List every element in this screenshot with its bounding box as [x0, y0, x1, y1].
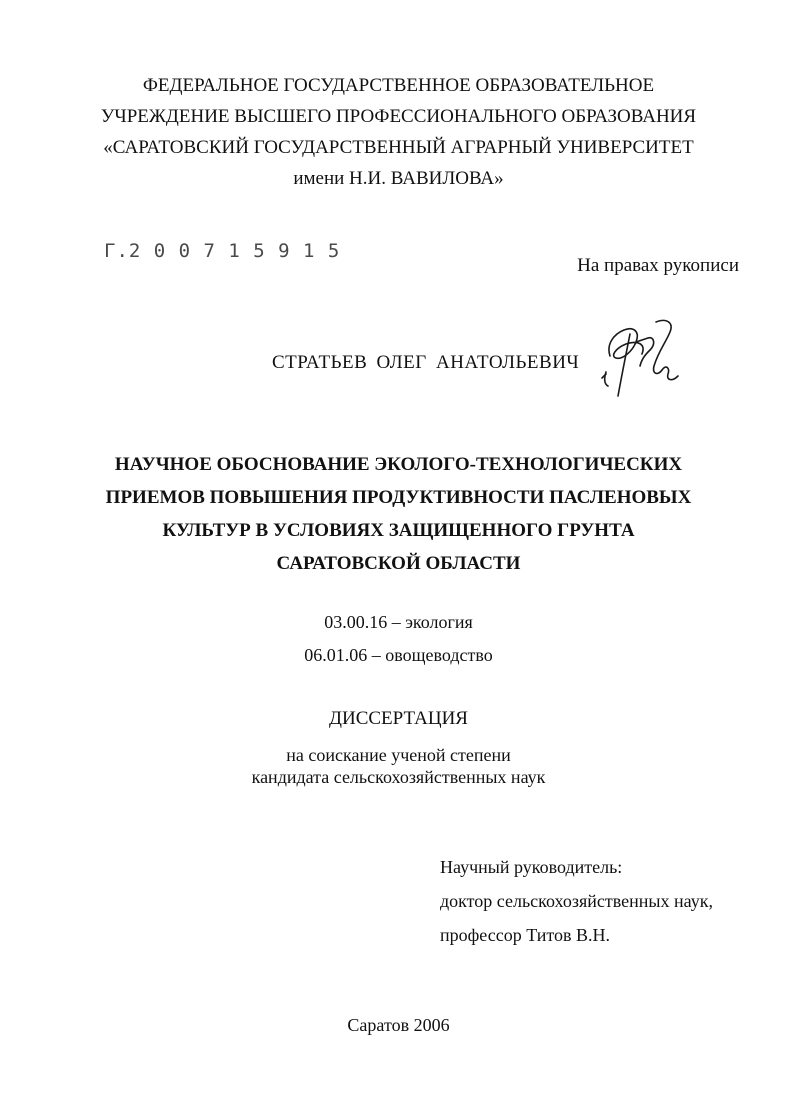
header-line: УЧРЕЖДЕНИЕ ВЫСШЕГО ПРОФЕССИОНАЛЬНОГО ОБРАЗОВАНИЯ: [100, 106, 697, 127]
dissertation-title: [0, 448, 797, 580]
header-line: ФЕДЕРАЛЬНОЕ ГОСУДАРСТВЕННОЕ ОБРАЗОВАТЕЛЬНОЕ: [142, 75, 655, 96]
title-line: КУЛЬТУР В УСЛОВИЯХ ЗАЩИЩЕННОГО ГРУНТА: [162, 520, 635, 541]
title-line: НАУЧНОЕ ОБОСНОВАНИЕ ЭКОЛОГО-ТЕХНОЛОГИЧЕСКИХ: [114, 454, 683, 475]
title-line: САРАТОВСКОЙ ОБЛАСТИ: [276, 553, 521, 574]
advisor-line: Научный руководитель:: [440, 857, 623, 877]
archive-stamp-number: Г.2 0 0 7 1 5 9 1 5: [104, 240, 341, 262]
dissertation-label: ДИССЕРТАЦИЯ: [329, 708, 468, 729]
degree-line: кандидата сельскохозяйственных наук: [251, 767, 546, 787]
degree-line: на соискание ученой степени: [286, 745, 511, 765]
institution-header: [0, 70, 797, 194]
scientific-advisor: [440, 850, 713, 952]
manuscript-rights-note: На правах рукописи: [577, 255, 739, 276]
specialty-code-ecology: 03.00.16 – экология: [324, 612, 473, 632]
advisor-line: профессор Титов В.Н.: [440, 925, 611, 945]
signature-image: [596, 314, 692, 406]
advisor-line: доктор сельскохозяйственных наук,: [440, 891, 713, 911]
degree-description: [0, 744, 797, 788]
header-line: «САРАТОВСКИЙ ГОСУДАРСТВЕННЫЙ АГРАРНЫЙ УНИВЕРСИТЕТ: [103, 137, 694, 158]
specialty-code-vegetable-growing: 06.01.06 – овощеводство: [304, 645, 493, 665]
author-name: СТРАТЬЕВ ОЛЕГ АНАТОЛЬЕВИЧ: [272, 352, 580, 373]
city-year: Саратов 2006: [347, 1015, 450, 1035]
header-line: имени Н.И. ВАВИЛОВА»: [293, 168, 504, 189]
title-line: ПРИЕМОВ ПОВЫШЕНИЯ ПРОДУКТИВНОСТИ ПАСЛЕНОВЫХ: [105, 487, 692, 508]
